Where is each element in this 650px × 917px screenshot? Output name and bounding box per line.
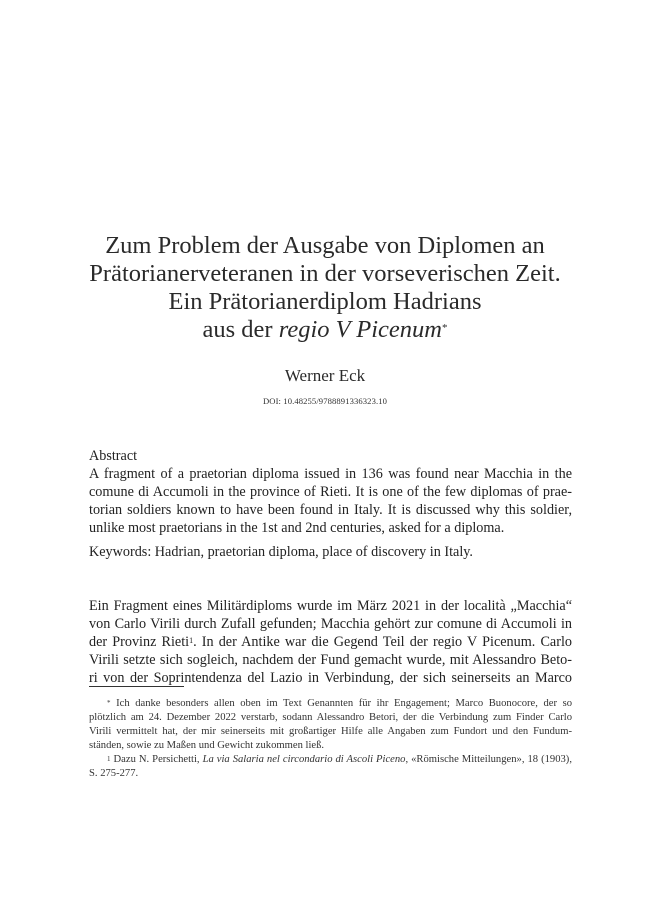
footnote-star-line: plötzlich am 24. Dezember 2022 verstarb, sodann Alessandro Betori, der die Verbindung zum Finder Carlo [89,712,572,723]
doi: DOI: 10.48255/9788891336323.10 [262,396,388,406]
abstract-heading: Abstract [89,448,138,464]
keywords: Keywords: Hadrian, praetorian diploma, place of discovery in Italy. [89,544,473,560]
footnotes [89,697,572,781]
footnote-star-text: Ich danke besonders allen oben im Text Genannten für ihr Engagement; Marco Buonocore, der so [116,698,572,709]
title-line-4 [60,316,590,344]
intro-line-3-a: der Provinz Rieti [89,634,190,650]
footnote-divider [89,686,184,687]
title-line-2: Prätorianerveteranen in der vorseverischen Zeit. [89,260,561,287]
title-line-3: Ein Prätorianerdiplom Hadrians [168,288,482,315]
footnote-ref-1[interactable]: 1 [189,636,194,645]
abstract-line: torian soldiers known to have been found in Italy. It is discussed why this soldier, [89,502,572,518]
footnote-star-line: ständen, sowie zu Maßen und Gewicht zukommen ließ. [89,740,325,751]
footnote-1-line-2: S. 275-277. [89,768,139,779]
title-italic-regio: regio V Picenum [278,316,442,343]
footnote-1-italic: La via Salaria nel circondario di Ascoli Piceno [202,754,406,765]
footnote-1-text-b: , «Römische Mitteilungen», 18 (1903), [405,754,572,765]
abstract-line: A fragment of a praetorian diploma issued in 136 was found near Macchia in the [89,466,572,482]
abstract [89,447,572,537]
abstract-line: comune di Accumoli in the province of Rieti. It is one of the few diplomas of prae- [89,484,572,500]
intro-line: Ein Fragment eines Militärdiploms wurde im März 2021 in der località „Macchia“ [89,598,572,614]
intro-line: Virili setzte sich sogleich, nachdem der Fund gemacht wurde, mit Alessandro Beto- [89,652,572,668]
footnote-1-mark: 1 [107,755,111,763]
footnote-star-mark: * [107,699,111,707]
title-line-1: Zum Problem der Ausgabe von Diplomen an [105,232,545,259]
title-line-4-prefix: aus der [202,316,279,343]
footnote-star-line: Virili vermittelt hat, der mir seinerseits mit großartiger Hilfe alle Angaben zum Fundort und den Fundum- [89,726,572,737]
footnote-1-text-a: Dazu N. Persichetti, [113,754,203,765]
footnote-star-line [89,697,572,711]
title-footnote-mark: * [442,322,448,334]
intro-line: von Carlo Virili durch Zufall gefunden; Macchia gehört zur comune di Accumoli in [89,616,572,632]
footnote-1-line [89,753,572,767]
intro-paragraph [89,597,572,687]
intro-line-3-b: . In der Antike war die Gegend Teil der regio V Picenum. Carlo [193,634,572,650]
intro-line: ri von der Soprintendenza del Lazio in Verbindung, der sich seinerseits an Marco [89,670,572,686]
author-name: Werner Eck [284,366,366,385]
article-title [60,232,590,344]
abstract-line: unlike most praetorians in the 1st and 2nd centuries, asked for a diploma. [89,520,505,536]
intro-line [89,633,572,651]
